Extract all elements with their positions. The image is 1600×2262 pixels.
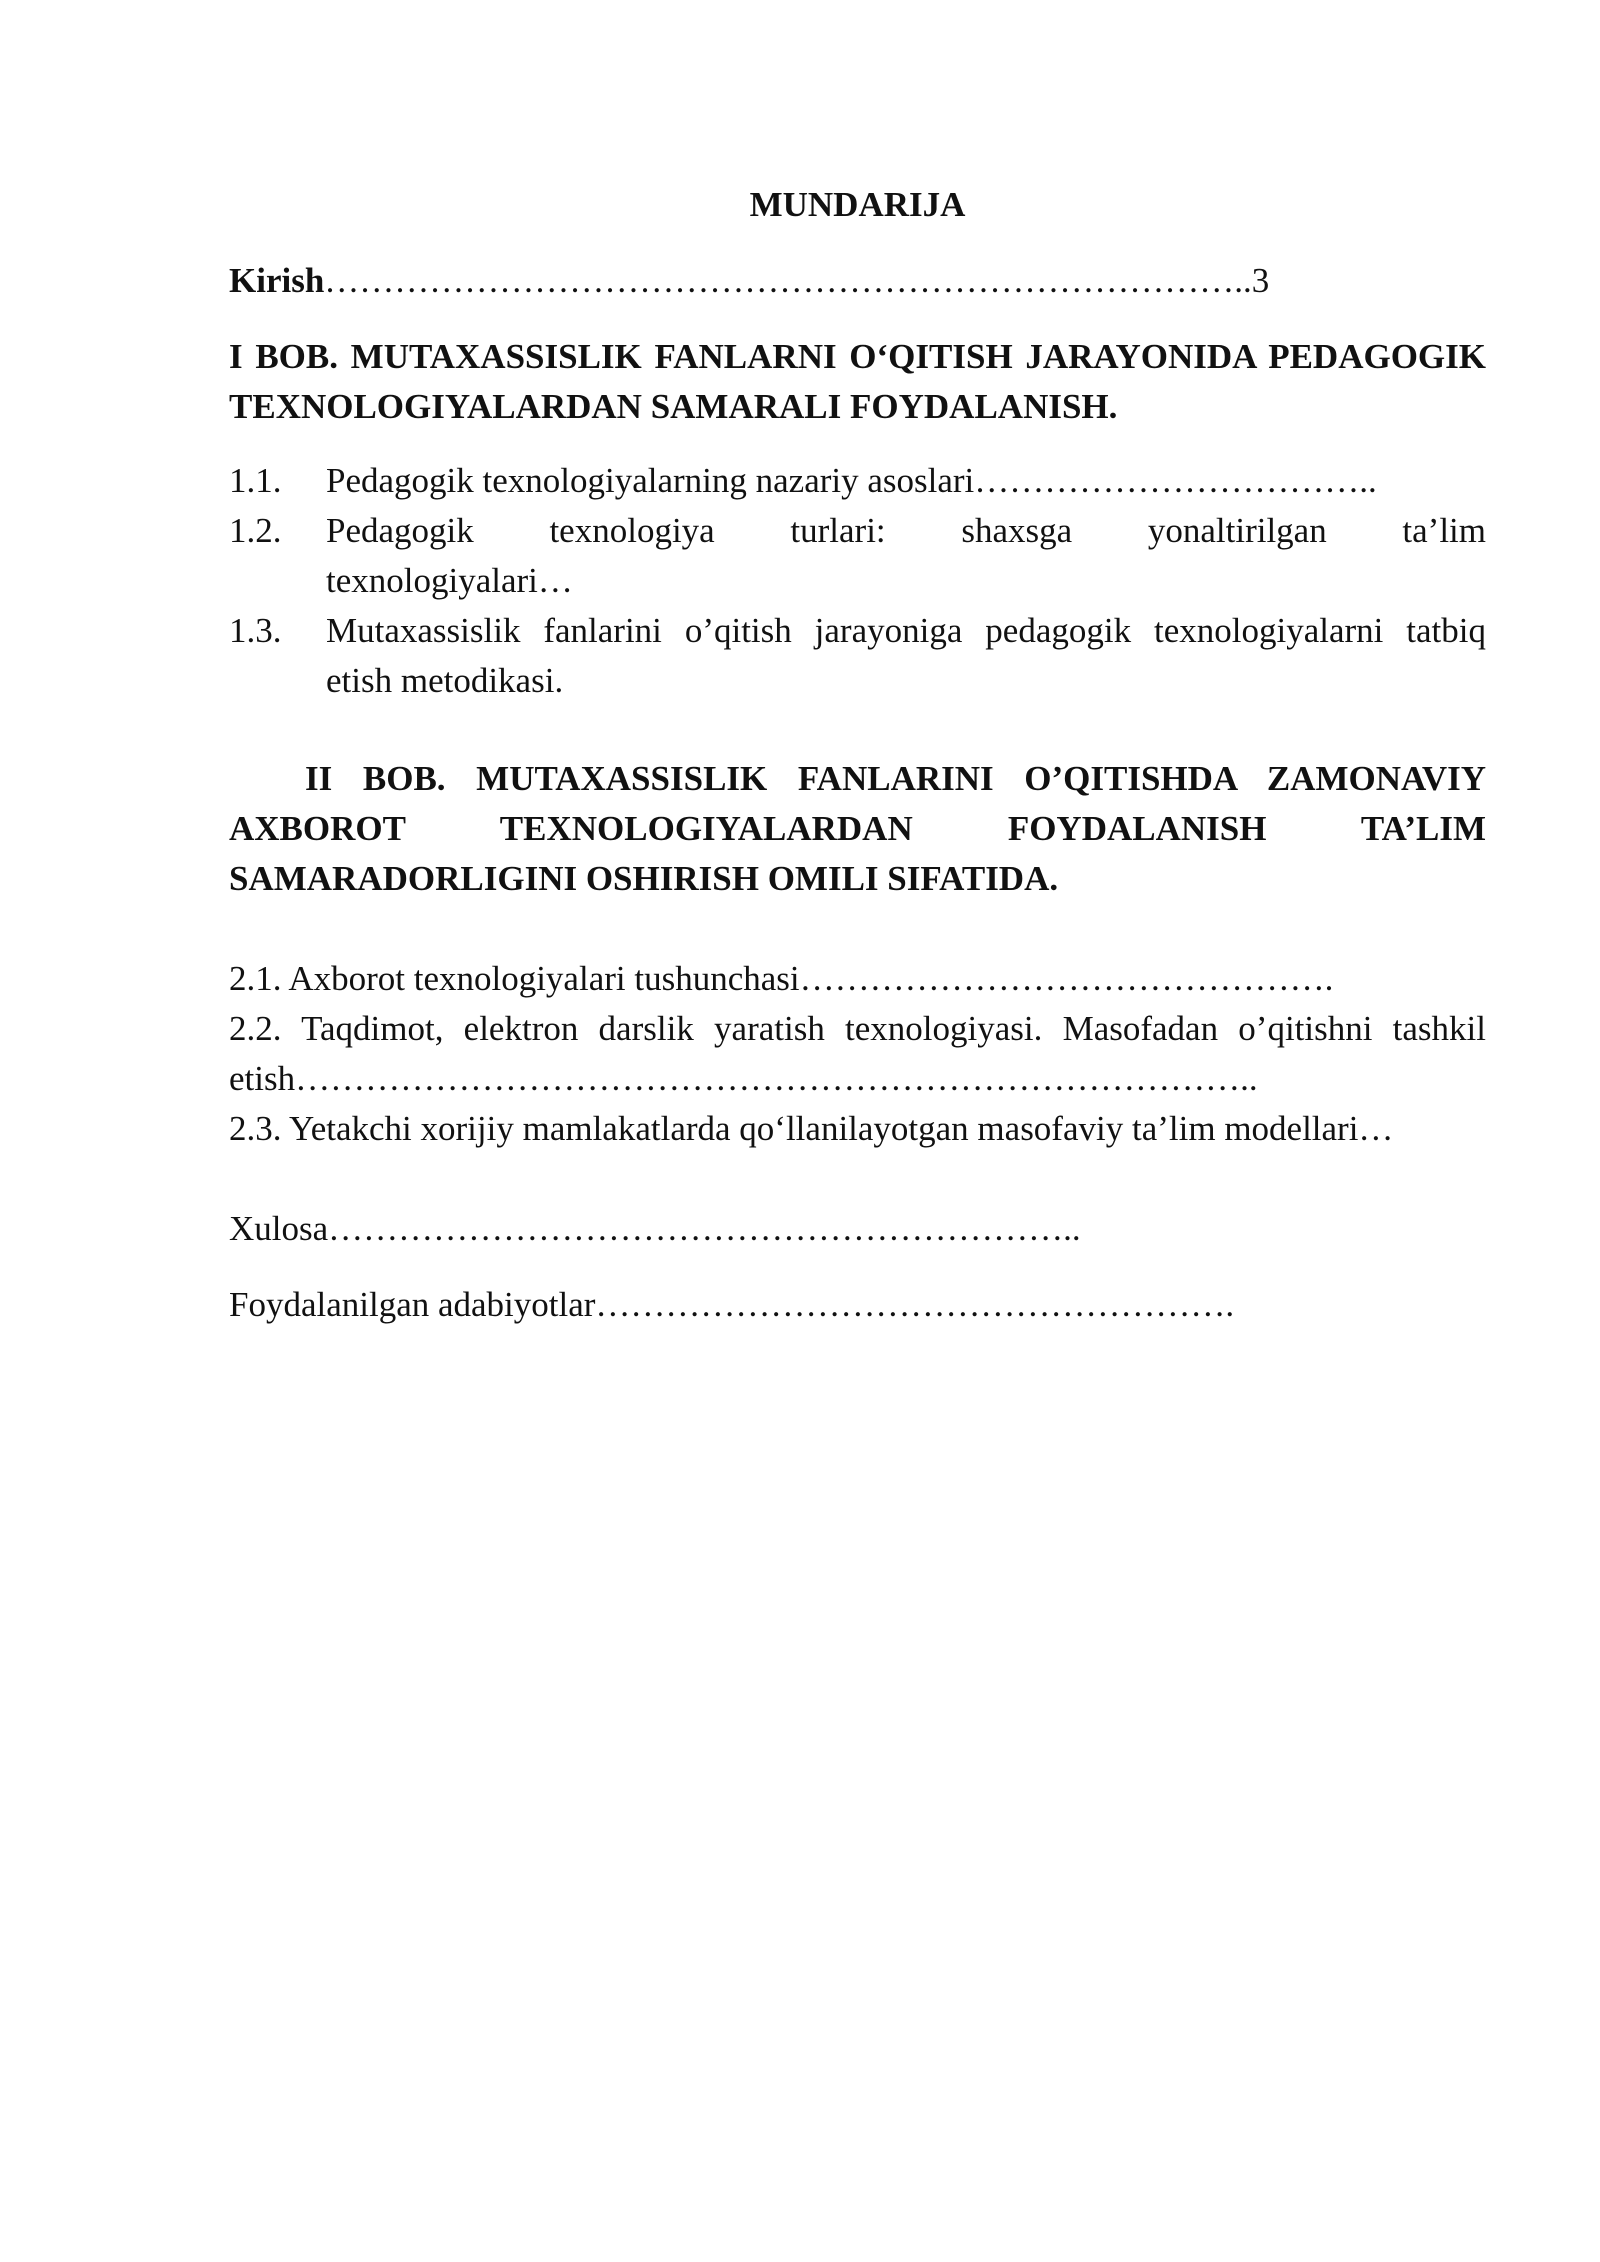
toc-item-line: Mutaxassislik fanlarini o’qitish jarayoniga pedagogik texnologiyalarni tatbiq — [326, 611, 1486, 650]
toc-conclusion: Xulosa……………………………………………………….. — [229, 1209, 1081, 1248]
toc-page — [229, 180, 1486, 1330]
page-title: MUNDARIJA — [749, 185, 966, 224]
toc-intro — [229, 256, 1486, 306]
toc-intro-dots: …………………………………………………………………….. — [324, 261, 1252, 300]
toc-item-text — [326, 606, 1486, 706]
toc-references: Foydalanilgan adabiyotlar………………………………………………. — [229, 1285, 1235, 1324]
toc-item-line: Pedagogik texnologiya turlari: shaxsga yonaltirilgan ta’lim — [326, 511, 1486, 550]
toc-item-number: 1.3. — [229, 611, 282, 650]
toc-item-text — [326, 456, 1486, 506]
toc-item-line: Pedagogik texnologiyalarning nazariy asoslari…………………………….. — [326, 461, 1377, 500]
toc-item-number: 1.2. — [229, 511, 282, 550]
toc-item: 2.1. Axborot texnologiyalari tushunchasi………………………………………. — [229, 959, 1334, 998]
toc-item — [229, 456, 1486, 506]
toc-intro-page: 3 — [1251, 261, 1270, 300]
toc-item — [229, 606, 1486, 706]
toc-item-number: 1.1. — [229, 461, 282, 500]
chapter-2-heading: II BOB. MUTAXASSISLIK FANLARINI O’QITISHDA ZAMONAVIY AXBOROT TEXNOLOGIYALARDAN FOYDALANISH TA’LIM SAMARADORLIGINI OSHIRISH OMILI SIFATIDA. — [229, 759, 1486, 898]
toc-item: 2.3. Yetakchi xorijiy mamlakatlarda qo‘llanilayotgan masofaviy ta’lim modellari… — [229, 1109, 1394, 1148]
chapter-1-items — [229, 456, 1486, 706]
toc-item: 2.2. Taqdimot, elektron darslik yaratish texnologiyasi. Masofadan o’qitishni tashkil — [229, 1009, 1486, 1048]
toc-item-text — [326, 506, 1486, 606]
toc-item-line: etish metodikasi. — [326, 661, 564, 700]
chapter-2-items — [229, 954, 1486, 1154]
chapter-1-heading: I BOB. MUTAXASSISLIK FANLARNI O‘QITISH JARAYONIDA PEDAGOGIK TEXNOLOGIYALARDAN SAMARALI FOYDALANISH. — [229, 337, 1486, 426]
toc-item — [229, 506, 1486, 606]
toc-item-line: texnologiyalari… — [326, 561, 573, 600]
toc-intro-label: Kirish — [229, 261, 325, 300]
toc-item: etish……………………………………………………………………….. — [229, 1059, 1258, 1098]
